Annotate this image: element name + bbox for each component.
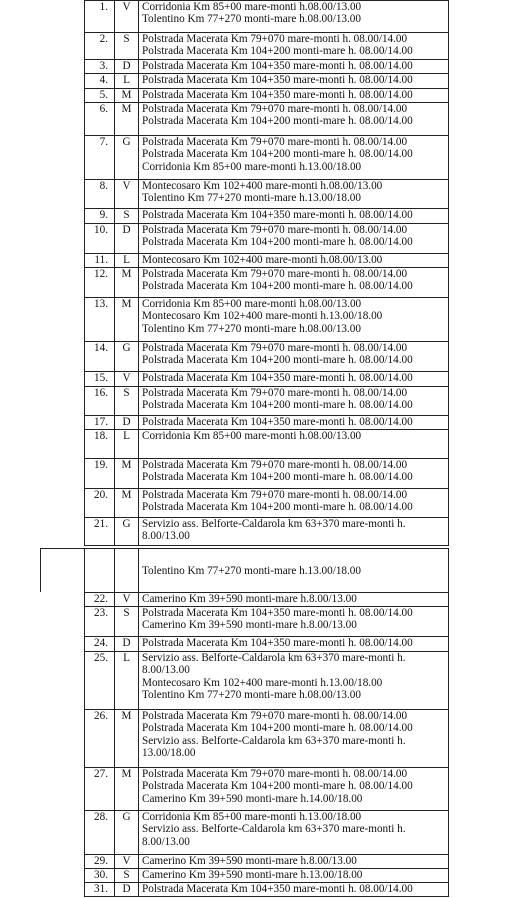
row-location-line: Polstrada Macerata Km 79+070 mare-monti h. 08.00/14.00 [142, 342, 408, 354]
row-number: 5. [99, 89, 108, 101]
column-rule [84, 548, 85, 592]
row-location-line: 8.00/13.00 [142, 664, 190, 677]
row-number: 21. [94, 518, 108, 530]
section-bottom-rule [84, 545, 449, 546]
row-location-line: Servizio ass. Belforte-Caldarola km 63+370 mare-monti h. [142, 823, 406, 836]
row-location-line: Corridonia Km 85+00 mare-monti h.13.00/18.00 [142, 160, 362, 173]
row-location-line: Polstrada Macerata Km 104+350 mare-monti h. 08.00/14.00 [142, 89, 413, 101]
row-location-line: Polstrada Macerata Km 104+200 monti-mare h. 08.00/14.00 [142, 115, 413, 128]
row-number: 17. [94, 416, 108, 428]
row-location-line: Servizio ass. Belforte-Caldarola km 63+370 mare-monti h. [142, 518, 406, 530]
row-location-line: Camerino Km 39+590 monti-mare h.8.00/13.00 [142, 619, 357, 632]
row-weekday: S [123, 869, 130, 881]
row-location-line: Tolentino Km 77+270 monti-mare h.08.00/13.00 [142, 13, 361, 26]
row-weekday: M [121, 89, 132, 101]
row-location-line: Camerino Km 39+590 monti-mare h.8.00/13.00 [142, 855, 357, 867]
row-weekday: G [122, 518, 131, 530]
row-number: 15. [94, 372, 108, 384]
row-number: 28. [94, 811, 108, 823]
continuation-top-rule [40, 548, 449, 549]
row-number: 24. [94, 637, 108, 649]
row-location-line: Polstrada Macerata Km 104+200 monti-mare h. 08.00/14.00 [142, 501, 413, 514]
row-location-line: Polstrada Macerata Km 104+200 monti-mare h. 08.00/14.00 [142, 354, 413, 367]
row-number: 29. [94, 855, 108, 867]
row-weekday: M [121, 268, 132, 280]
row-weekday: V [122, 855, 131, 867]
row-number: 1. [99, 1, 108, 13]
row-number: 10. [94, 224, 108, 236]
day-text-divider [138, 592, 139, 896]
row-weekday: V [122, 593, 131, 605]
row-location-line: Tolentino Km 77+270 monti-mare h.08.00/13.00 [142, 322, 361, 335]
row-location-line: Polstrada Macerata Km 104+200 monti-mare h. 08.00/14.00 [142, 399, 413, 412]
number-day-divider [114, 592, 115, 896]
row-location-line: Polstrada Macerata Km 79+070 mare-monti h. 08.00/14.00 [142, 768, 408, 780]
row-location-line: Camerino Km 39+590 monti-mare h.14.00/18.00 [142, 792, 363, 805]
row-weekday: L [123, 254, 130, 266]
row-number: 4. [99, 74, 108, 86]
row-location-line: Polstrada Macerata Km 104+350 mare-monti h. 08.00/14.00 [142, 883, 413, 895]
continuation-line: Tolentino Km 77+270 monti-mare h.13.00/18.00 [142, 565, 361, 577]
row-location-line: Montecosaro Km 102+400 mare-monti h.08.00/13.00 [142, 254, 383, 266]
row-weekday: L [123, 430, 130, 442]
row-location-line: Polstrada Macerata Km 79+070 mare-monti h. 08.00/14.00 [142, 33, 408, 45]
row-number: 8. [99, 180, 108, 192]
row-number: 26. [94, 710, 108, 722]
row-location-line: 8.00/13.00 [142, 835, 190, 848]
row-number: 9. [99, 209, 108, 221]
row-location-line: Polstrada Macerata Km 79+070 mare-monti h. 08.00/14.00 [142, 103, 408, 115]
row-location-line: Corridonia Km 85+00 mare-monti h.08.00/13.00 [142, 298, 362, 310]
row-weekday: V [122, 372, 131, 384]
row-weekday: M [121, 103, 132, 115]
row-location-line: Polstrada Macerata Km 104+200 monti-mare h. 08.00/14.00 [142, 280, 413, 293]
row-location-line: Polstrada Macerata Km 104+350 mare-monti h. 08.00/14.00 [142, 74, 413, 86]
row-weekday: V [122, 180, 131, 192]
row-location-line: Polstrada Macerata Km 79+070 mare-monti h. 08.00/14.00 [142, 224, 408, 236]
right-border [448, 592, 449, 896]
row-number: 30. [94, 869, 108, 881]
row-location-line: Polstrada Macerata Km 104+200 monti-mare h. 08.00/14.00 [142, 236, 413, 249]
row-weekday: M [121, 459, 132, 471]
row-number: 25. [94, 652, 108, 664]
row-location-line: Servizio ass. Belforte-Caldarola km 63+370 mare-monti h. [142, 652, 406, 664]
row-location-line: 13.00/18.00 [142, 747, 196, 760]
row-location-line: Polstrada Macerata Km 79+070 mare-monti h. 08.00/14.00 [142, 459, 408, 471]
row-location-line: Polstrada Macerata Km 104+350 mare-monti h. 08.00/14.00 [142, 209, 413, 221]
row-location-line: Polstrada Macerata Km 79+070 mare-monti h. 08.00/14.00 [142, 268, 408, 280]
row-location-line: Polstrada Macerata Km 79+070 mare-monti h. 08.00/14.00 [142, 710, 408, 722]
row-location-line: Corridonia Km 85+00 mare-monti h.13.00/18.00 [142, 811, 362, 823]
row-location-line: Polstrada Macerata Km 104+200 monti-mare h. 08.00/14.00 [142, 471, 413, 484]
row-weekday: S [123, 387, 130, 399]
row-location-line: Corridonia Km 85+00 mare-monti h.08.00/13.00 [142, 1, 362, 13]
row-location-line: Polstrada Macerata Km 79+070 mare-monti h. 08.00/14.00 [142, 489, 408, 501]
number-day-divider [114, 0, 115, 545]
row-location-line: Servizio ass. Belforte-Caldarola km 63+370 mare-monti h. [142, 734, 406, 747]
row-weekday: G [122, 342, 131, 354]
left-border [84, 0, 85, 545]
row-weekday: M [121, 298, 132, 310]
row-location-line: Polstrada Macerata Km 104+350 mare-monti h. 08.00/14.00 [142, 637, 413, 649]
section-bottom-rule [84, 896, 449, 897]
row-weekday: L [123, 74, 130, 86]
row-location-line: 8.00/13.00 [142, 530, 190, 543]
continuation-left-border [40, 548, 41, 592]
left-border [84, 592, 85, 896]
row-location-line: Polstrada Macerata Km 104+200 monti-mare h. 08.00/14.00 [142, 722, 413, 735]
row-number: 14. [94, 342, 108, 354]
row-location-line: Corridonia Km 85+00 mare-monti h.08.00/13.00 [142, 430, 362, 442]
row-number: 2. [99, 33, 108, 45]
row-weekday: M [121, 768, 132, 780]
column-rule [138, 548, 139, 592]
row-location-line: Polstrada Macerata Km 104+350 mare-monti h. 08.00/14.00 [142, 416, 413, 428]
row-weekday: L [123, 652, 130, 664]
row-location-line: Polstrada Macerata Km 104+350 mare-monti h. 08.00/14.00 [142, 607, 413, 619]
row-weekday: D [122, 224, 131, 236]
row-number: 20. [94, 489, 108, 501]
row-weekday: V [122, 1, 131, 13]
row-number: 3. [99, 60, 108, 72]
row-weekday: D [122, 60, 131, 72]
column-rule [448, 548, 449, 592]
row-location-line: Polstrada Macerata Km 104+350 mare-monti h. 08.00/14.00 [142, 60, 413, 72]
row-location-line: Tolentino Km 77+270 monti-mare h.08.00/13.00 [142, 689, 361, 702]
row-weekday: D [122, 416, 131, 428]
row-number: 12. [94, 268, 108, 280]
row-weekday: M [121, 710, 132, 722]
row-number: 27. [94, 768, 108, 780]
row-number: 11. [94, 254, 108, 266]
right-border [448, 0, 449, 545]
row-number: 16. [94, 387, 108, 399]
row-location-line: Polstrada Macerata Km 79+070 mare-monti h. 08.00/14.00 [142, 136, 408, 148]
row-weekday: M [121, 489, 132, 501]
row-location-line: Tolentino Km 77+270 monti-mare h.13.00/18.00 [142, 192, 361, 205]
row-location-line: Camerino Km 39+590 monti-mare h.13.00/18.00 [142, 869, 363, 881]
column-rule [114, 548, 115, 592]
row-weekday: G [122, 136, 131, 148]
row-weekday: S [123, 607, 130, 619]
row-weekday: S [123, 209, 130, 221]
row-location-line: Polstrada Macerata Km 104+200 monti-mare h. 08.00/14.00 [142, 148, 413, 161]
row-number: 13. [94, 298, 108, 310]
row-location-line: Montecosaro Km 102+400 mare-monti h.13.00/18.00 [142, 676, 383, 689]
row-location-line: Montecosaro Km 102+400 mare-monti h.08.00/13.00 [142, 180, 383, 192]
row-number: 22. [94, 593, 108, 605]
row-weekday: S [123, 33, 130, 45]
row-location-line: Polstrada Macerata Km 104+200 monti-mare h. 08.00/14.00 [142, 780, 413, 793]
day-text-divider [138, 0, 139, 545]
row-number: 23. [94, 607, 108, 619]
row-location-line: Polstrada Macerata Km 79+070 mare-monti h. 08.00/14.00 [142, 387, 408, 399]
row-location-line: Polstrada Macerata Km 104+350 mare-monti h. 08.00/14.00 [142, 372, 413, 384]
row-number: 6. [99, 103, 108, 115]
row-number: 7. [99, 136, 108, 148]
row-weekday: D [122, 637, 131, 649]
row-location-line: Camerino Km 39+590 monti-mare h.8.00/13.00 [142, 593, 357, 605]
row-number: 18. [94, 430, 108, 442]
row-weekday: G [122, 811, 131, 823]
row-location-line: Montecosaro Km 102+400 mare-monti h.13.00/18.00 [142, 310, 383, 323]
row-weekday: D [122, 883, 131, 895]
row-location-line: Polstrada Macerata Km 104+200 monti-mare h. 08.00/14.00 [142, 45, 413, 58]
row-number: 19. [94, 459, 108, 471]
row-number: 31. [94, 883, 108, 895]
